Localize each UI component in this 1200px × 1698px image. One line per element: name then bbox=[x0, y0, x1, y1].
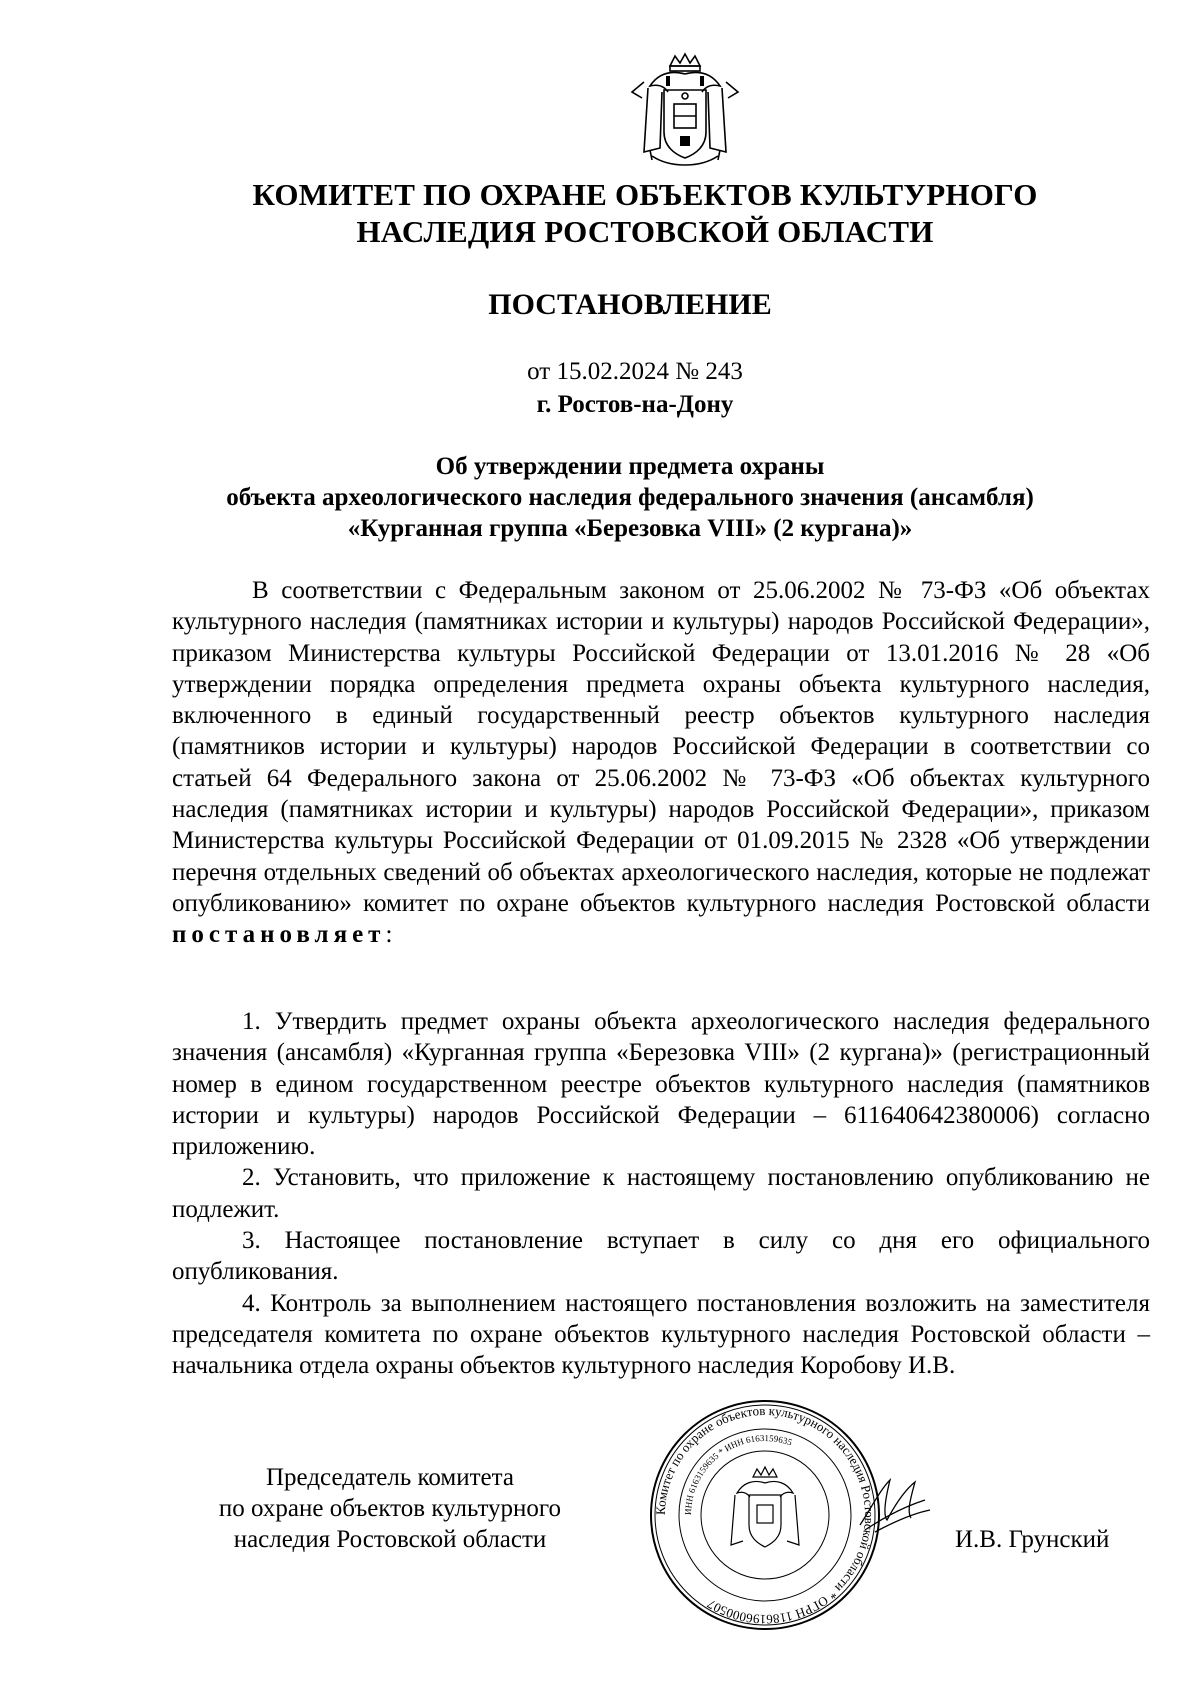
decree-item: 2. Установить, что приложение к настоящему постановлению опубликованию не подлежит. bbox=[172, 1164, 1150, 1223]
decree-verb: постановляет bbox=[172, 921, 386, 949]
document-city: г. Ростов-на-Дону bbox=[536, 391, 734, 418]
org-name-line-2: НАСЛЕДИЯ РОСТОВСКОЙ ОБЛАСТИ bbox=[356, 214, 934, 249]
coat-of-arms-icon bbox=[630, 52, 740, 170]
subject-line-1: Об утверждении предмета охраны bbox=[435, 453, 825, 480]
signatory-title-line-1: Председатель комитета bbox=[266, 1464, 514, 1491]
preamble-paragraph bbox=[172, 575, 1150, 951]
document-date-number: от 15.02.2024 № 243 bbox=[527, 358, 743, 385]
signatory-name: И.В. Грунский bbox=[955, 1526, 1110, 1553]
subject-line-2: объекта археологического наследия федерального значения (ансамбля) bbox=[226, 484, 1034, 511]
signatory-title-line-3: наследия Ростовской области bbox=[233, 1526, 547, 1553]
decree-item: 4. Контроль за выполнением настоящего постановления возложить на заместителя председателя комитета по охране объектов культурного наследия Ростовской области – начальника отдела охраны объектов культурного наследия Коробову И.В. bbox=[172, 1289, 1150, 1380]
seal-inner-text: ИНН 6163159635 * ИНН 6163159635 bbox=[682, 1432, 794, 1516]
decree-item: 3. Настоящее постановление вступает в силу со дня его официального опубликования. bbox=[172, 1227, 1150, 1286]
document-type: ПОСТАНОВЛЕНИЕ bbox=[488, 288, 772, 321]
signatory-title bbox=[180, 1462, 600, 1555]
subject-line-3: «Курганная группа «Березовка VIII» (2 кургана)» bbox=[347, 515, 913, 542]
org-name-line-1: КОМИТЕТ ПО ОХРАНЕ ОБЪЕКТОВ КУЛЬТУРНОГО bbox=[252, 177, 1038, 212]
preamble-end: : bbox=[385, 921, 393, 949]
organization-heading bbox=[0, 176, 1200, 250]
official-seal-icon bbox=[645, 1395, 885, 1635]
document-subject bbox=[0, 451, 1200, 544]
preamble-text: В соответствии с Федеральным законом от 25.06.2002 № 73-ФЗ «Об объектах культурного наследия (памятниках истории и культуры) народов Российской Федерации», приказом Министерства культуры Российской Федерации от 13.01.2016 № 28 «Об утверждении порядка определения предмета охраны объекта культурного наследия, включенного в единый государственный реестр объектов культурного наследия (памятников истории и культуры) народов Российской Федерации в соответствии со статьей 64 Федерального закона от 25.06.2002 № 73-ФЗ «Об объектах культурного наследия (памятниках истории и культуры) народов Российской Федерации», приказом Министерства культуры Российской Федерации от 01.09.2015 № 2328 «Об утверждении перечня отдельных сведений об объектах археологического наследия, которые не подлежат опубликованию» комитет по охране объектов культурного наследия Ростовской области bbox=[172, 577, 1150, 917]
decree-items bbox=[172, 1006, 1150, 1382]
handwritten-signature-icon bbox=[855, 1470, 935, 1540]
decree-item: 1. Утвердить предмет охраны объекта археологического наследия федерального значения (ансамбля) «Курганная группа «Березовка VIII» (2 кургана)» (регистрационный номер в едином государственном реестре объектов культурного наследия (памятников истории и культуры) народов Российской Федерации – 611640642380006) согласно приложению. bbox=[172, 1008, 1150, 1161]
signatory-title-line-2: по охране объектов культурного bbox=[218, 1495, 562, 1522]
svg-text:ИНН 6163159635 * ИНН 616315963 bbox=[683, 1433, 794, 1515]
seal-outer-text: Комитет по охране объектов культурного наследия Ростовской области * ОГРН 1186196000507 bbox=[652, 1402, 878, 1628]
